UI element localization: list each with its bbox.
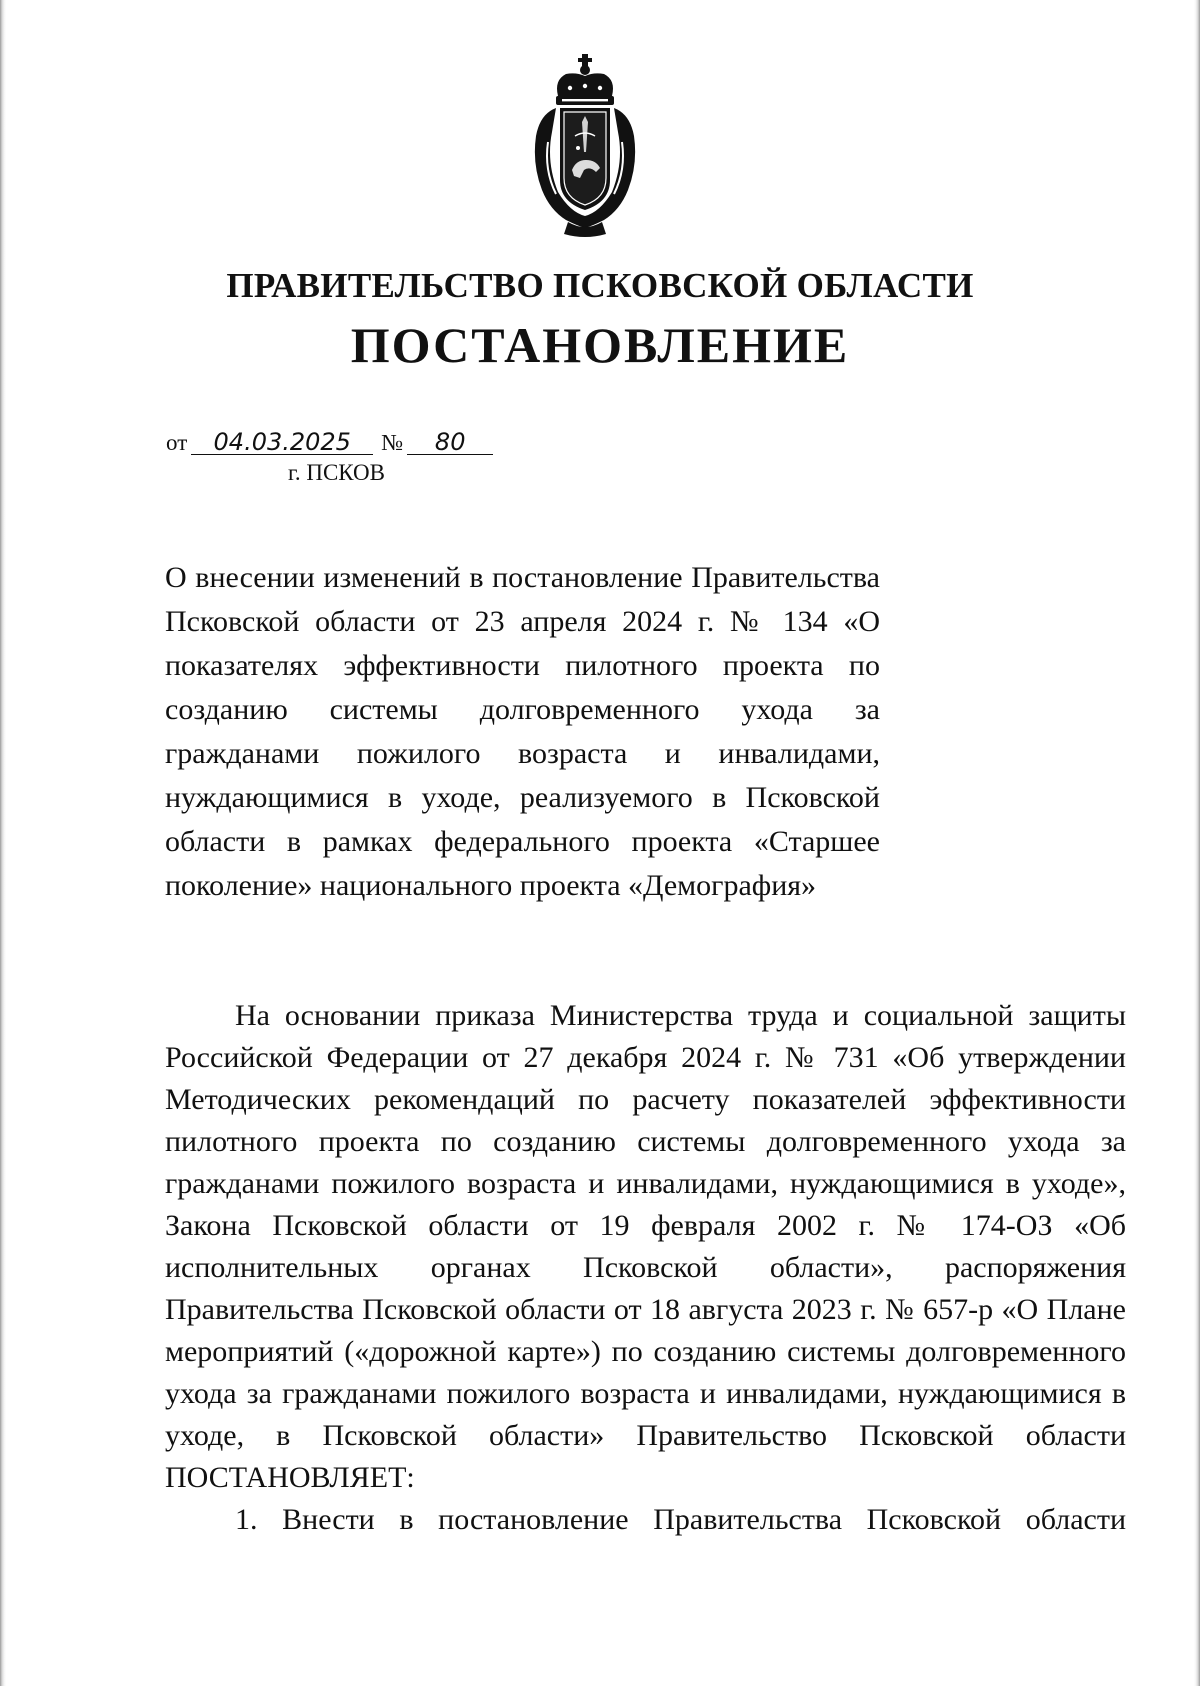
document-type-title: ПОСТАНОВЛЕНИЕ — [350, 317, 850, 373]
document-body — [165, 995, 1126, 1541]
subject-text: О внесении изменений в постановление Правительства Псковской области от 23 апреля 2024 г. № 134 «О показателях эффективности пилотного проекта по созданию системы долговременного ухода за гражданами пожилого возраста и инвалидами, нуждающимися в уходе, реализуемого в Псковской области в рамках федерального проекта «Старшее поколение» национального проекта «Демография» — [165, 561, 880, 902]
preamble-paragraph: На основании приказа Министерства труда и социальной защиты Российской Федерации от 27 декабря 2024 г. № 731 «Об утверждении Методических рекомендаций по расчету показателей эффективности пилотного проекта по созданию системы долговременного ухода за гражданами пожилого возраста и инвалидами, нуждающимися в уходе», Закона Псковской области от 19 февраля 2002 г. № 174-ОЗ «Об исполнительных органах Псковской области», распоряжения Правительства Псковской области от 18 августа 2023 г. № 657-р «О Плане мероприятий («дорожной карте») по созданию системы долговременного ухода за гражданами пожилого возраста и инвалидами, нуждающимися в уходе, в Псковской области» Правительство Псковской области ПОСТАНОВЛЯЕТ: — [165, 999, 1126, 1494]
item-1-paragraph: 1. Внести в постановление Правительства Псковской области — [235, 1503, 1126, 1536]
date-value: 04.03.2025 — [191, 430, 373, 455]
government-title: ПРАВИТЕЛЬСТВО ПСКОВСКОЙ ОБЛАСТИ — [226, 266, 974, 305]
scan-edge-right — [1194, 0, 1200, 1686]
number-label: № — [381, 430, 404, 455]
registration-line — [166, 430, 493, 456]
document-subject — [165, 556, 880, 908]
coat-of-arms-icon — [520, 52, 650, 237]
date-label: от — [166, 430, 188, 455]
number-value: 80 — [407, 430, 493, 455]
scan-edge-left — [0, 0, 6, 1686]
city-label: г. ПСКОВ — [288, 460, 386, 485]
